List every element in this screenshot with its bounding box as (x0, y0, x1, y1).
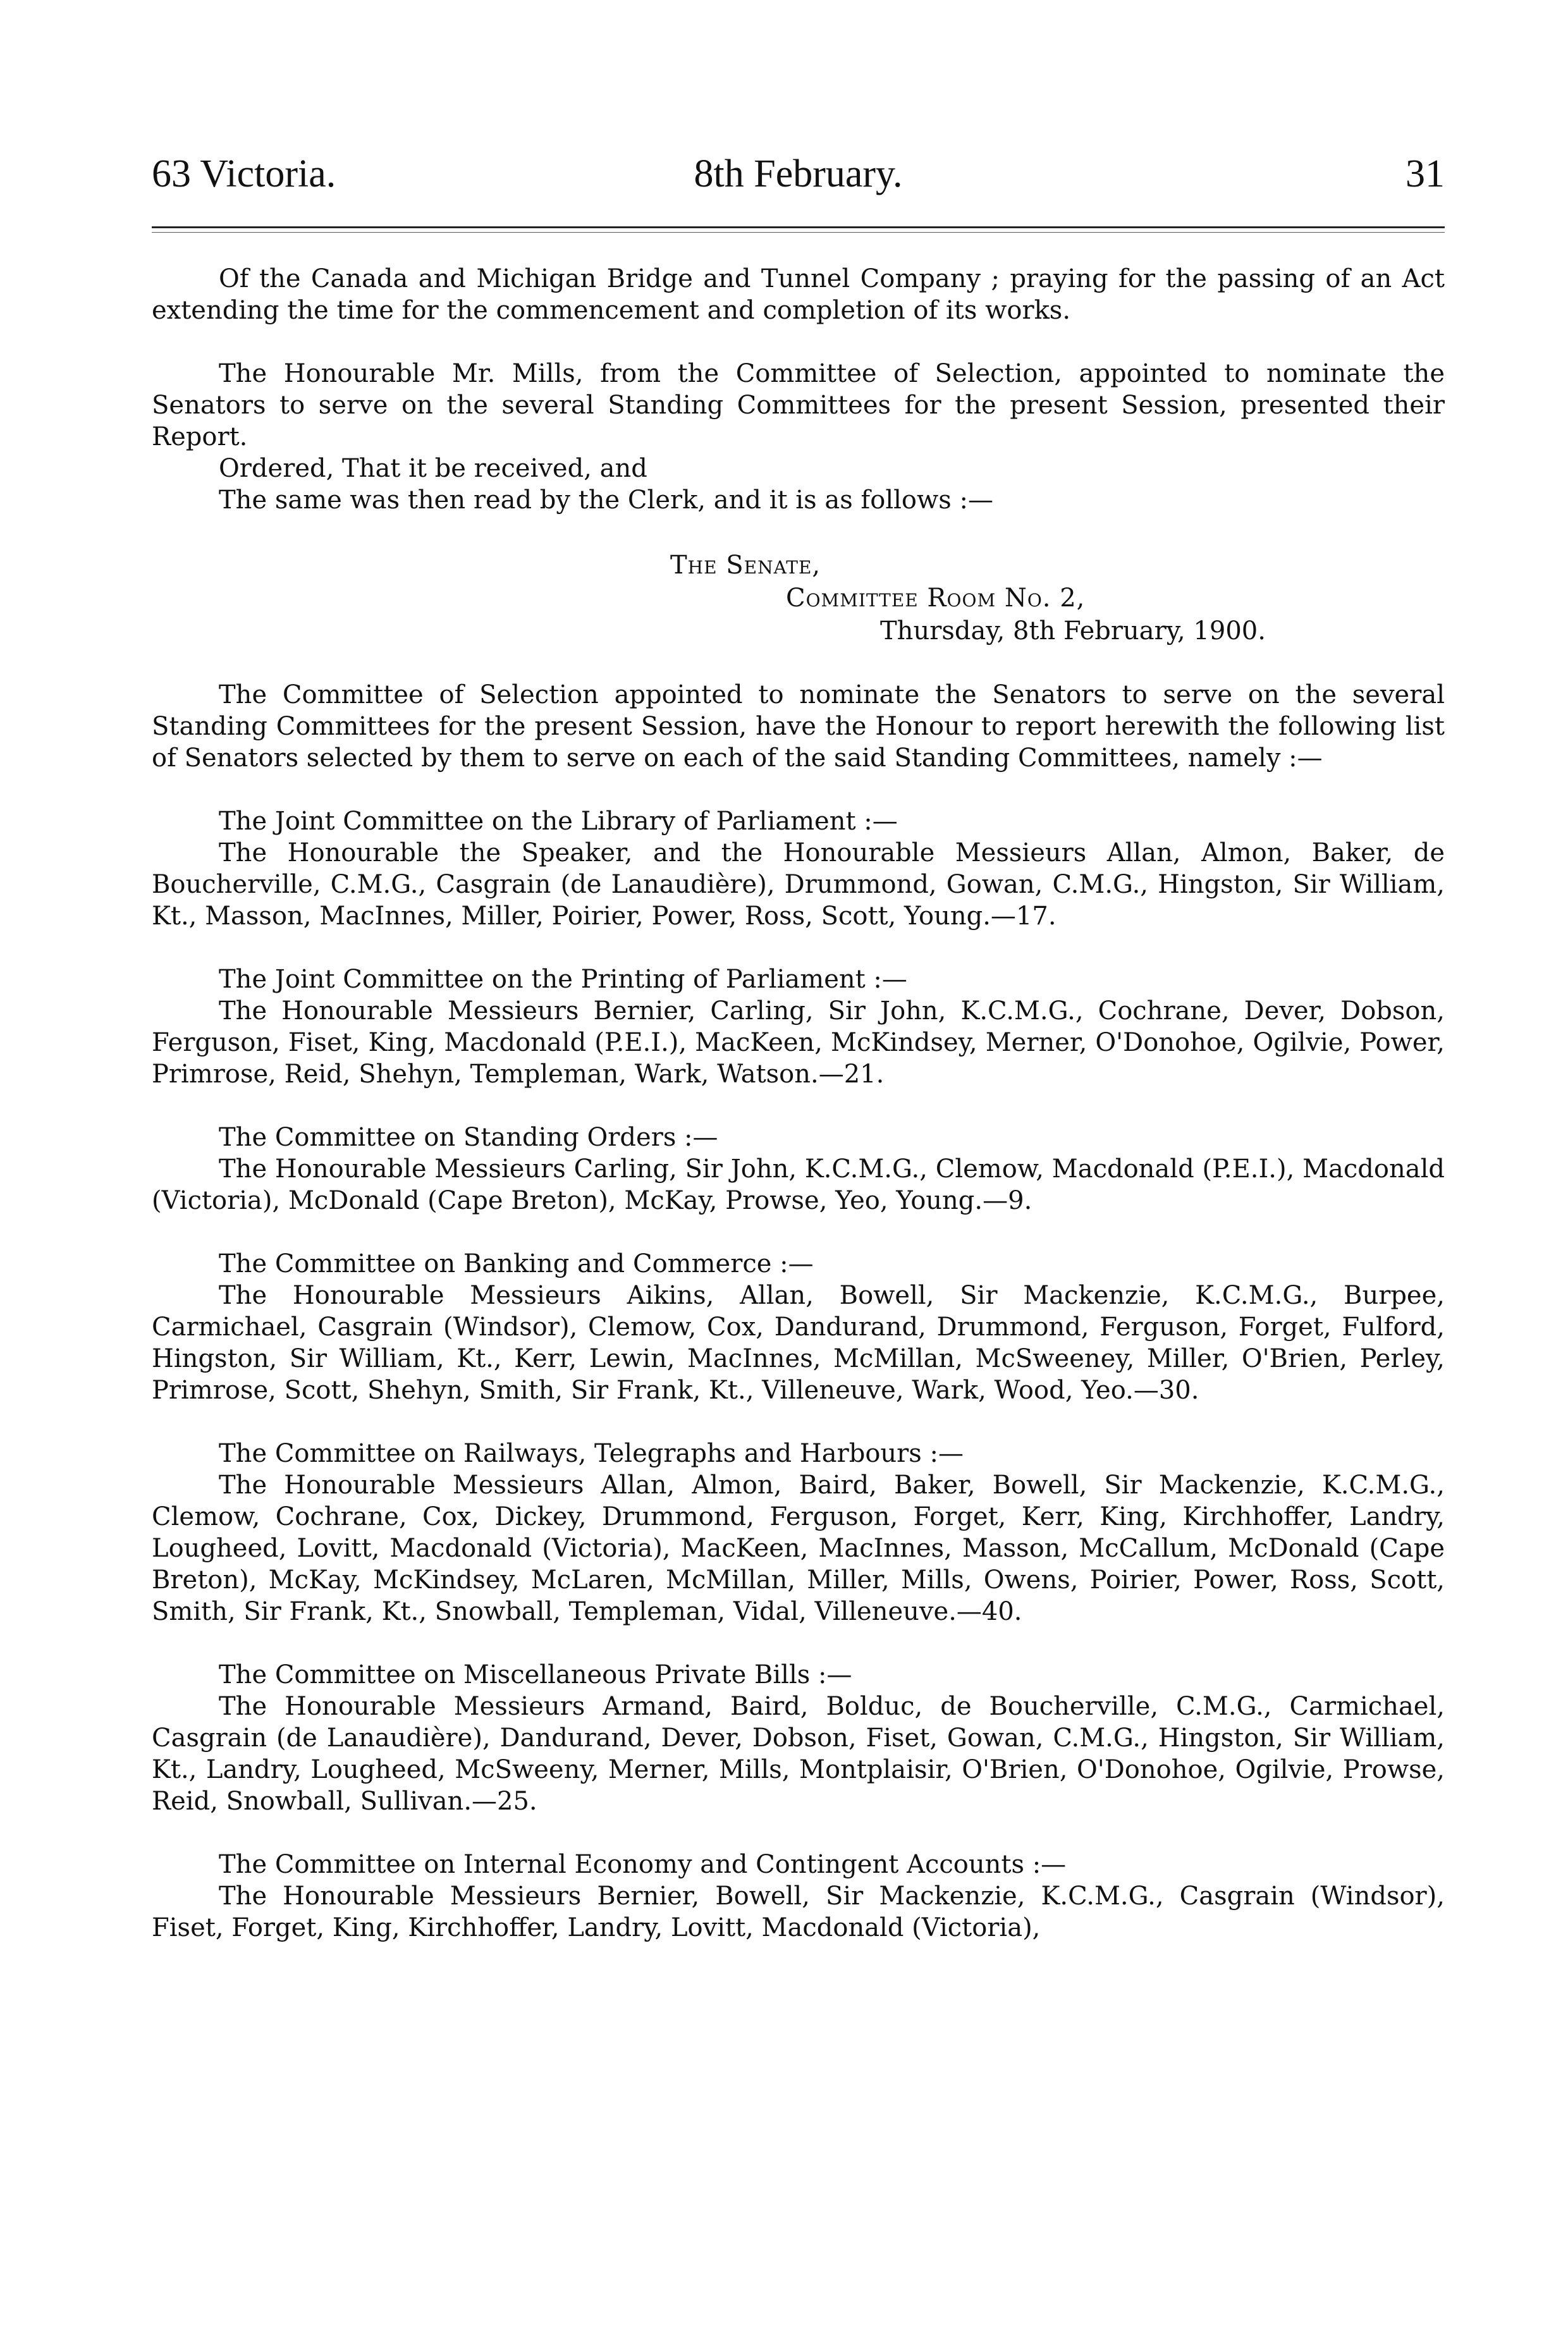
committee-title: The Committee on Miscellaneous Private Bills :— (219, 1660, 852, 1689)
running-head (152, 145, 1445, 202)
header-rule (152, 226, 1445, 233)
page-body (152, 263, 1445, 1944)
header-session: 63 Victoria. (152, 152, 336, 195)
committee-members: The Honourable Messieurs Allan, Almon, Baird, Baker, Bowell, Sir Mackenzie, K.C.M.G., Clemow, Cochrane, Cox, Dickey, Drummond, Ferguson, Forget, Kerr, King, Kirchhoffer, Landry, Lougheed, Lovitt, Macdonald (Victoria), MacKeen, MacInnes, Masson, McCallum, McDonald (Cape Breton), McKay, McKindsey, McLaren, McMillan, Miller, Mills, Owens, Poirier, Power, Ross, Scott, Smith, Sir Frank, Kt., Snowball, Templeman, Vidal, Villeneuve.—40. (152, 1471, 1445, 1626)
journal-page (152, 145, 1445, 1944)
committee-members: The Honourable Messieurs Carling, Sir John, K.C.M.G., Clemow, Macdonald (P.E.I.), Macdonald (Victoria), McDonald (Cape Breton), McKay, Prowse, Yeo, Young.—9. (152, 1155, 1445, 1215)
committee-title: The Committee on Railways, Telegraphs and Harbours :— (219, 1439, 964, 1468)
header-date: 8th February. (694, 152, 903, 195)
report-heading (152, 549, 1445, 647)
report-presented-paragraph: The Honourable Mr. Mills, from the Committee of Selection, appointed to nominate the Senators to serve on the several Standing Committees for the present Session, presented their Report. (152, 359, 1445, 451)
read-line: The same was then read by the Clerk, and it is as follows :— (219, 486, 993, 515)
report-heading-room: Committee Room No. 2, (786, 584, 1086, 613)
committee-members: The Honourable Messieurs Bernier, Carling, Sir John, K.C.M.G., Cochrane, Dever, Dobson, Ferguson, Fiset, King, Macdonald (P.E.I.), MacKeen, McKindsey, Merner, O'Donohoe, Ogilvie, Power, Primrose, Reid, Shehyn, Templeman, Wark, Watson.—21. (152, 996, 1445, 1089)
committee-title: The Joint Committee on the Library of Parliament :— (219, 807, 898, 836)
ordered-line: Ordered, That it be received, and (219, 454, 647, 483)
committee-members: The Honourable the Speaker, and the Honourable Messieurs Allan, Almon, Baker, de Boucherville, C.M.G., Casgrain (de Lanaudière), Drummond, Gowan, C.M.G., Hingston, Sir William, Kt., Masson, MacInnes, Miller, Poirier, Power, Ross, Scott, Young.—17. (152, 838, 1445, 931)
committee-title: The Joint Committee on the Printing of Parliament :— (219, 965, 907, 994)
committee-members: The Honourable Messieurs Bernier, Bowell, Sir Mackenzie, K.C.M.G., Casgrain (Windsor), Fiset, Forget, King, Kirchhoffer, Landry, Lovitt, Macdonald (Victoria), (152, 1882, 1445, 1942)
committee-title: The Committee on Internal Economy and Contingent Accounts :— (219, 1850, 1067, 1879)
petition-paragraph: Of the Canada and Michigan Bridge and Tunnel Company ; praying for the passing of an Act extending the time for the commencement and completion of its works. (152, 264, 1445, 325)
report-intro-paragraph: The Committee of Selection appointed to nominate the Senators to serve on the several Standing Committees for the present Session, have the Honour to report herewith the following list of Senators selected by them to serve on each of the said Standing Committees, namely :— (152, 680, 1445, 773)
report-heading-senate: The Senate, (670, 551, 821, 580)
committee-title: The Committee on Standing Orders :— (219, 1123, 718, 1152)
committee-members: The Honourable Messieurs Aikins, Allan, Bowell, Sir Mackenzie, K.C.M.G., Burpee, Carmichael, Casgrain (Windsor), Clemow, Cox, Dandurand, Drummond, Ferguson, Forget, Fulford, Hingston, Sir William, Kt., Kerr, Lewin, MacInnes, McMillan, McSweeney, Miller, O'Brien, Perley, Primrose, Scott, Shehyn, Smith, Sir Frank, Kt., Villeneuve, Wark, Wood, Yeo.—30. (152, 1281, 1445, 1405)
committee-members: The Honourable Messieurs Armand, Baird, Bolduc, de Boucherville, C.M.G., Carmichael, Casgrain (de Lanaudière), Dandurand, Dever, Dobson, Fiset, Gowan, C.M.G., Hingston, Sir William, Kt., Landry, Lougheed, McSweeny, Merner, Mills, Montplaisir, O'Brien, O'Donohoe, Ogilvie, Prowse, Reid, Snowball, Sullivan.—25. (152, 1692, 1445, 1816)
report-heading-date: Thursday, 8th February, 1900. (880, 616, 1266, 646)
page-number: 31 (1406, 152, 1445, 195)
committee-title: The Committee on Banking and Commerce :— (219, 1249, 814, 1278)
